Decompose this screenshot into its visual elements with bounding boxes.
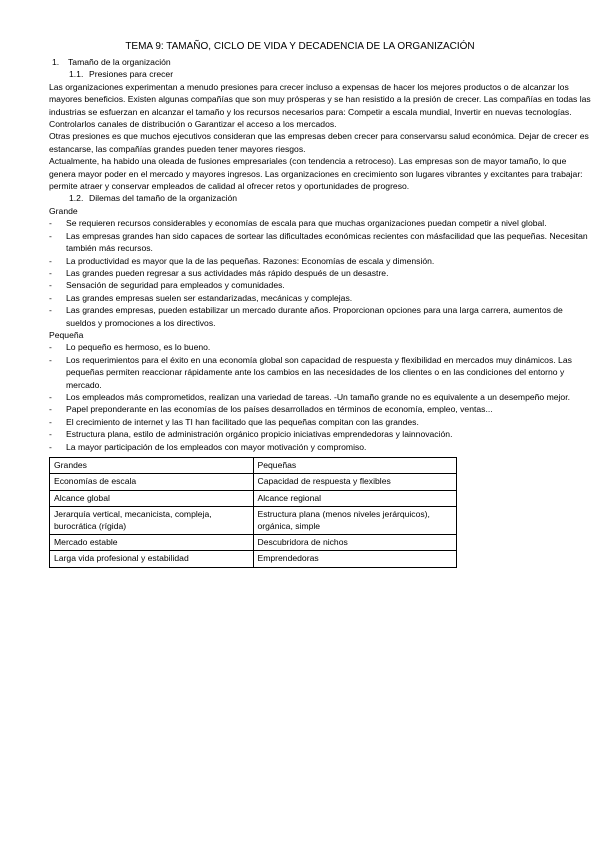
subsection-heading-1-1 (52, 68, 592, 80)
subsection-heading-1-2 (52, 192, 592, 204)
table-cell: Emprendedoras (253, 551, 457, 567)
document-body (49, 56, 592, 568)
table-row (50, 490, 457, 506)
table-row (50, 551, 457, 567)
table-cell: Descubridora de nichos (253, 535, 457, 551)
pequena-label: Pequeña (49, 329, 84, 340)
list-item: - Las empresas grandes han sido capaces de sortear las dificultades económicas recientes con másfacilidad que las pequeñas. Necesitan también más recursos. (49, 230, 592, 255)
table-cell: Economías de escala (50, 474, 254, 490)
pequena-list (49, 341, 592, 453)
table-cell: Capacidad de respuesta y flexibles (253, 474, 457, 490)
table-row (50, 507, 457, 535)
list-item: - Estructura plana, estilo de administración orgánico propicio iniciativas emprendedoras y lainnovación. (49, 428, 592, 440)
comparison-table (49, 457, 457, 568)
paragraph-growth-pressures: Las organizaciones experimentan a menudo presiones para crecer incluso a expensas de hacer los mejores productos o de alcanzar los mayores beneficios. Existen algunas compañías que son muy prósperas y se han resistido a la presión de crecer. Las compañías en todas las industrias se esfuerzan en alcanzar el tamaño y los recursos necesarios para: Competir a escala mundial, Invertir en nuevas tecnologías. Controlarlos canales de distribución o Garantizar el acceso a los mercados. (49, 81, 591, 130)
subsection-number: 1.1. (69, 69, 84, 80)
list-item: - La productividad es mayor que la de las pequeñas. Razones: Economías de escala y dimensión. (49, 255, 592, 267)
list-item: - Las grandes empresas, pueden estabilizar un mercado durante años. Proporcionan opciones para una larga carrera, aumentos de sueldos y promociones a los directivos. (49, 304, 592, 329)
subsection-title: Dilemas del tamaño de la organización (89, 193, 238, 204)
list-item: - Sensación de seguridad para empleados y comunidades. (49, 279, 592, 291)
list-item: - Papel preponderante en las economías de los países desarrollados en términos de economía, empleo, ventas... (49, 403, 592, 415)
section-number: 1. (52, 57, 60, 67)
table-row (50, 474, 457, 490)
table-cell: Jerarquía vertical, mecanicista, compleja, burocrática (rígida) (50, 507, 254, 535)
table-row (50, 535, 457, 551)
subsection-number: 1.2. (69, 193, 84, 204)
table-row (50, 458, 457, 474)
table-cell: Estructura plana (menos niveles jerárquicos), orgánica, simple (253, 507, 457, 535)
list-item: - Los empleados más comprometidos, realizan una variedad de tareas. -Un tamaño grande no es equivalente a un desempeño mejor. (49, 391, 592, 403)
section-heading-1 (52, 56, 592, 68)
list-item: - La mayor participación de los empleados con mayor motivación y compromiso. (49, 441, 592, 453)
list-item: - Se requieren recursos considerables y economías de escala para que muchas organizaciones puedan competir a nivel global. (49, 217, 592, 229)
list-item: - Lo pequeño es hermoso, es lo bueno. (49, 341, 592, 353)
list-item: - Las grandes pueden regresar a sus actividades más rápido después de un desastre. (49, 267, 592, 279)
table-cell: Alcance global (50, 490, 254, 506)
grande-list (49, 217, 592, 329)
subsection-title: Presiones para crecer (89, 69, 174, 80)
grande-label: Grande (49, 205, 78, 216)
table-cell: Pequeñas (253, 458, 457, 474)
section-title: Tamaño de la organización (68, 57, 171, 67)
paragraph-other-pressures: Otras presiones es que muchos ejecutivos consideran que las empresas deben crecer para conservarsu salud económica. Dejar de crecer es estancarse, las compañías grandes pueden tener mayores riesgos. (49, 131, 589, 154)
table-cell: Alcance regional (253, 490, 457, 506)
table-cell: Larga vida profesional y estabilidad (50, 551, 254, 567)
list-item: - El crecimiento de internet y las TI han facilitado que las pequeñas compitan con las grandes. (49, 416, 592, 428)
page-title: TEMA 9: TAMAÑO, CICLO DE VIDA Y DECADENCIA DE LA ORGANIZACIÓN (125, 41, 475, 52)
list-item: - Los requerimientos para el éxito en una economía global son capacidad de respuesta y flexibilidad en mercados muy dinámicos. Las pequeñas permiten reaccionar rápidamente ante los cambios en las necesidades de los clientes o en las condiciones del entorno y mercado. (49, 354, 592, 391)
list-item: - Las grandes empresas suelen ser estandarizadas, mecánicas y complejas. (49, 292, 592, 304)
table-cell: Mercado estable (50, 535, 254, 551)
table-cell: Grandes (50, 458, 254, 474)
paragraph-mergers: Actualmente, ha habido una oleada de fusiones empresariales (con tendencia a retroceso). Las empresas son de mayor tamaño, lo que genera mayor poder en el mercado y mayores ingresos. Las organizaciones en crecimiento son lugares vibrantes y excitantes para trabajar: permite atraer y conservar empleados de calidad al ofrecer retos y oportunidades de progreso. (49, 156, 583, 192)
